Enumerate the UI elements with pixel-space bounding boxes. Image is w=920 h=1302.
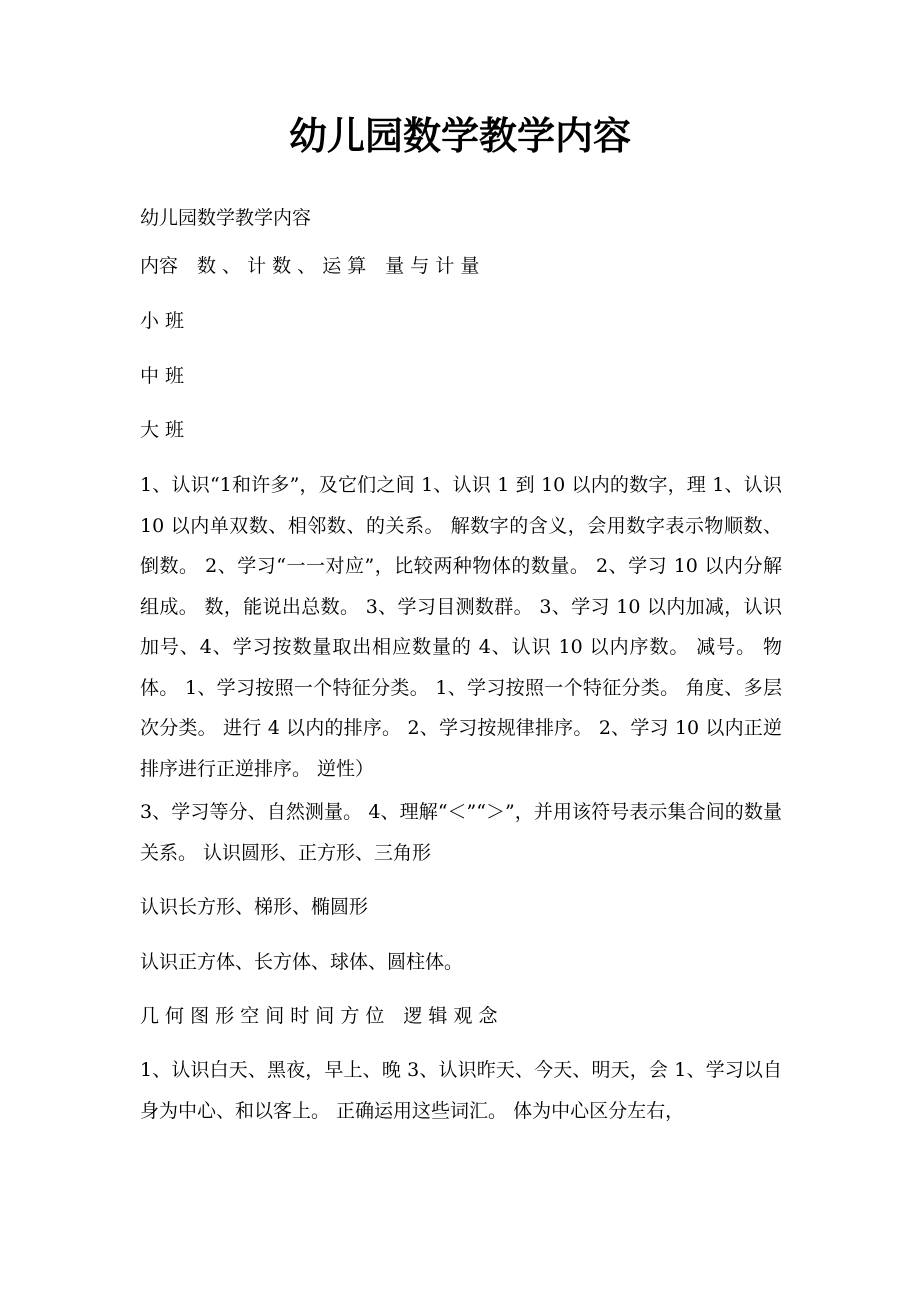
paragraph-content-header: 内容 数 、 计 数 、 运 算 量 与 计 量 xyxy=(140,255,480,277)
paragraph-shapes-2d: 认识长方形、梯形、椭圆形 xyxy=(140,896,369,918)
document-title: 幼儿园数学教学内容 xyxy=(288,113,631,158)
paragraph-measurement-content: 3、学习等分、自然测量。 4、理解“＜”“＞”，并用该符号表示集合间的数量关系。 认识圆形、正方形、三角形 xyxy=(140,801,782,864)
paragraph-number-content: 1、认识“1和许多”，及它们之间 1、认识 1 到 10 以内的数字，理 1、认识 10 以内单双数、相邻数、的关系。 解数字的含义，会用数字表示物顺数、倒数。 2、学习“一一对应”，比较两种物体的数量。 2、学习 10 以内分解组成。 数，能说出总数。 3、学习目测数群。 3、学习 10 以内加减，认识加号、4、学习按数量取出相应数量的 4、认识 10 以内序数。 减号。 物体。 1、学习按照一个特征分类。 1、学习按照一个特征分类。 角度、多层次分类。 进行 4 以内的排序。 2、学习按规律排序。 2、学习 10 以内正逆排序进行正逆排序。 逆性） xyxy=(140,474,782,780)
paragraph-middle-class: 中 班 xyxy=(140,365,185,387)
paragraph-shapes-3d: 认识正方体、长方体、球体、圆柱体。 xyxy=(140,951,464,973)
paragraph-large-class: 大 班 xyxy=(140,419,185,441)
paragraph-subtitle: 幼儿园数学教学内容 xyxy=(140,207,312,229)
paragraph-small-class: 小 班 xyxy=(140,310,185,332)
paragraph-geometry-header: 几 何 图 形 空 间 时 间 方 位 逻 辑 观 念 xyxy=(140,1005,498,1027)
paragraph-time-space-content: 1、认识白天、黑夜，早上、晚 3、认识昨天、今天、明天，会 1、学习以自身为中心、和以客上。 正确运用这些词汇。 体为中心区分左右， xyxy=(140,1059,782,1122)
